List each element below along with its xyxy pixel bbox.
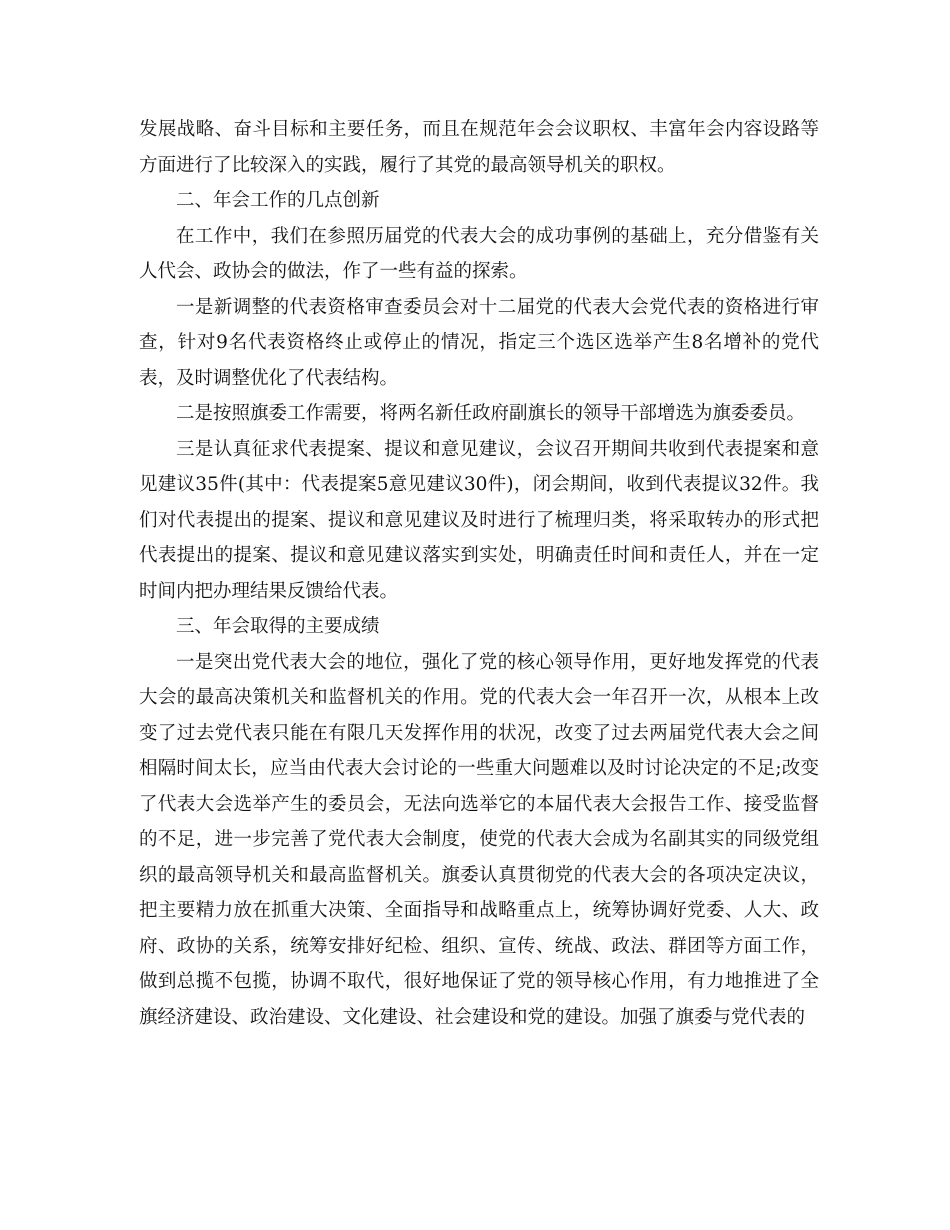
paragraph-innovation-3: 三是认真征求代表提案、提议和意见建议，会议召开期间共收到代表提案和意见建议35件(其中：代表提案5意见建议30件)，闭会期间，收到代表提议32件。我们对代表提出的提案、提议和意见建议及时进行了梳理归类，将采取转办的形式把代表提出的提案、提议和意见建议落实到实处，明确责任时间和责任人，并在一定时间内把办理结果反馈给代表。: [139, 438, 819, 602]
paragraph-intro: 在工作中，我们在参照历届党的代表大会的成功事例的基础上，充分借鉴有关人代会、政协会的做法，作了一些有益的探索。: [139, 225, 819, 282]
paragraph-innovation-1: 一是新调整的代表资格审查委员会对十二届党的代表大会党代表的资格进行审查，针对9名代表资格终止或停止的情况，指定三个选区选举产生8名增补的党代表，及时调整优化了代表结构。: [139, 296, 819, 389]
paragraph-innovation-2: 二是按照旗委工作需要，将两名新任政府副旗长的领导干部增选为旗委委员。: [176, 403, 806, 424]
paragraph-continuation: 发展战略、奋斗目标和主要任务，而且在规范年会会议职权、丰富年会内容设路等方面进行了比较深入的实践，履行了其党的最高领导机关的职权。: [139, 119, 819, 176]
section-heading-achievements: 三、年会取得的主要成绩: [176, 616, 380, 637]
paragraph-achievement-1: 一是突出党代表大会的地位，强化了党的核心领导作用，更好地发挥党的代表大会的最高决策机关和监督机关的作用。党的代表大会一年召开一次，从根本上改变了过去党代表只能在有限几天发挥作用的状况，改变了过去两届党代表大会之间相隔时间太长，应当由代表大会讨论的一些重大问题难以及时讨论决定的不足;改变了代表大会选举产生的委员会，无法向选举它的本届代表大会报告工作、接受监督的不足，进一步完善了党代表大会制度，使党的代表大会成为名副其实的同级党组织的最高领导机关和最高监督机关。旗委认真贯彻党的代表大会的各项决定决议，把主要精力放在抓重大决策、全面指导和战略重点上，统筹协调好党委、人大、政府、政协的关系，统筹安排好纪检、组织、宣传、统战、政法、群团等方面工作，做到总揽不包揽，协调不取代，很好地保证了党的领导核心作用，有力地推进了全旗经济建设、政治建设、文化建设、社会建设和党的建设。加强了旗委与党代表的: [139, 651, 819, 1028]
document-page: [139, 112, 819, 1035]
section-heading-innovations: 二、年会工作的几点创新: [176, 190, 380, 211]
